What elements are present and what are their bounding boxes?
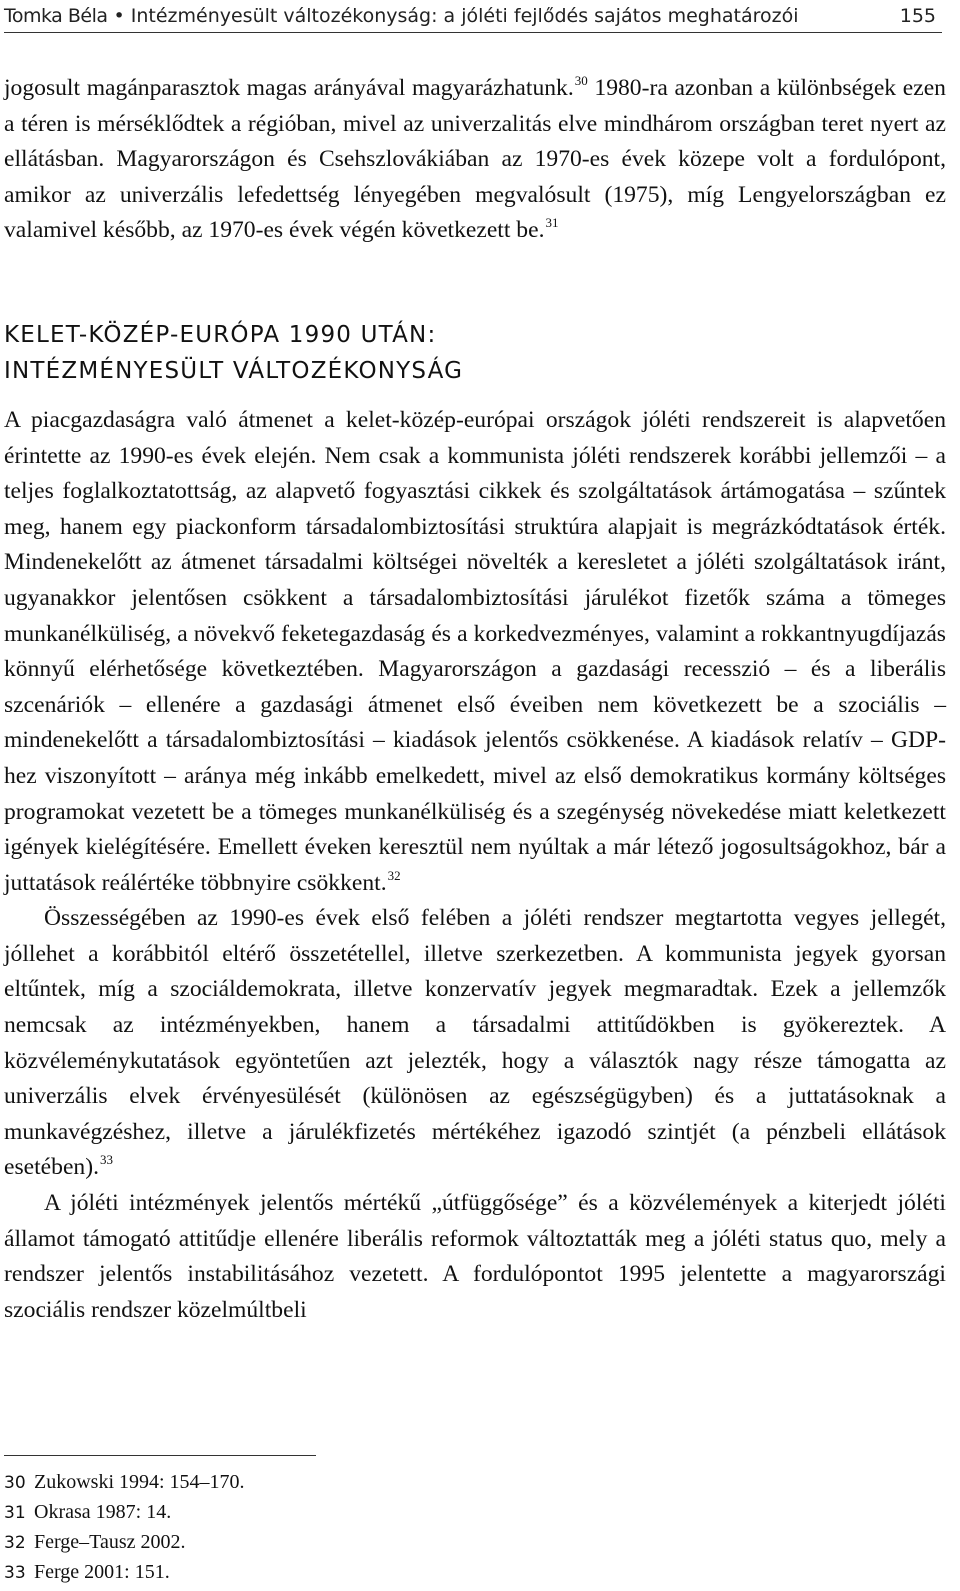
paragraph-3-text: Összességében az 1990-es évek első felében a jóléti rendszer megtartotta vegyes jellegét, jóllehet a korábbitól eltérő összetétellel, illetve szerkezetben. A kommunista jegyek gyorsan eltűntek, míg a szociáldemokrata, illetve konzervatív jegyek megmaradtak. Ezek a jellemzők nemcsak az intézményekben, hanem a társadalmi attitűdökben is gyökereztek. A közvéleménykutatások egyöntetűen azt jelezték, hogy a választók nagy része támogatta az univerzális elvek érvényesülését (különösen az egészségügyben) és a juttatásoknak a munkavégzéshez, illetve a járulékfizetés mértékéhez igazodó szintjét (a pénzbeli ellátások esetében).: [4, 905, 946, 1181]
footnote-ref-33[interactable]: 33: [99, 1152, 113, 1168]
paragraph-2: [4, 403, 946, 901]
footnotes: [4, 1455, 524, 1588]
paragraph-1-text-b: 1980-ra azonban a különbségek ezen a téren is mérséklődtek a régióban, mivel az univerzalitás elve mindhárom országban teret nyert az ellátásban. Magyarországon és Csehszlovákiában az 1970-es évek közepe volt a fordulópont, amikor az univerzális lefedettség lényegében megvalósult (1975), míg Lengyelországban ez valamivel később, az 1970-es évek végén következett be.: [4, 75, 946, 244]
footnote-text: Ferge–Tausz 2002.: [34, 1531, 186, 1553]
page-number: 155: [899, 5, 936, 27]
section-heading-line-2: INTÉZMÉNYESÜLT VÁLTOZÉKONYSÁG: [4, 357, 464, 384]
footnote-number: 33: [4, 1563, 26, 1583]
footnote-ref-31[interactable]: 31: [545, 215, 559, 231]
footnote-31: [4, 1498, 524, 1528]
paragraph-3: [4, 901, 946, 1186]
header-title: Intézményesült változékonyság: a jóléti fejlődés sajátos meghatározói: [130, 5, 799, 27]
running-header: [4, 2, 942, 33]
footnote-divider: [4, 1455, 316, 1456]
paragraph-4: [4, 1186, 946, 1328]
main-text: [4, 71, 946, 1328]
footnote-32: [4, 1528, 524, 1558]
section-heading: [4, 317, 946, 389]
footnote-number: 31: [4, 1503, 26, 1523]
paragraph-4-text: A jóléti intézmények jelentős mértékű „útfüggősége” és a közvélemények a kiterjedt jóléti államot támogató attitűdje ellenére liberális reformok változtatták meg a jóléti status quo, mely a rendszer jelentős instabilitásához vezetett. A fordulópontot 1995 jelentette a magyarországi szociális rendszer közelmúltbeli: [4, 1190, 946, 1323]
paragraph-1: [4, 71, 946, 249]
header-bullet: •: [113, 5, 125, 27]
footnote-text: Zukowski 1994: 154–170.: [34, 1471, 245, 1493]
section-heading-line-1: KELET-KÖZÉP-EURÓPA 1990 UTÁN:: [4, 321, 437, 348]
paragraph-2-text: A piacgazdaságra való átmenet a kelet-közép-európai országok jóléti rendszereit is alapvetően érintette az 1990-es évek elején. Nem csak a kommunista jóléti rendszerek korábbi jellemzői – a teljes foglalkoztatottság, az alapvető fogyasztási cikkek és szolgáltatások ártámogatása – szűntek meg, hanem egy piackonform társadalombiztosítási struktúra alapjait is megrázkódtatások érték. Mindenekelőtt az átmenet társadalmi költségei növelték a keresletet a jóléti szolgáltatások iránt, ugyanakkor jelentősen csökkent a társadalombiztosítási járulékot fizetők száma a tömeges munkanélküliség, a növekvő feketegazdaság és a korkedvezményes, valamint a rokkantnyugdíjazás könnyű elérhetősége következtében. Magyarországon a gazdasági recesszió – és a liberális szcenáriók – ellenére a gazdasági átmenet első éveiben nem következett be a szociális – mindenekelőtt a társadalombiztosítási – kiadások jelentős csökkenése. A kiadások relatív – GDP-hez viszonyított – aránya még inkább emelkedett, mivel az első demokratikus kormány költséges programokat vezetett be a tömeges munkanélküliség és a szegénység növekedése miatt keletkezett igények kielégítésére. Emellett éveken keresztül nem nyúltak a már létező jogosultságokhoz, bár a juttatások reálértéke többnyire csökkent.: [4, 406, 946, 896]
footnote-ref-32[interactable]: 32: [387, 867, 401, 883]
footnote-number: 30: [4, 1473, 26, 1493]
footnote-number: 32: [4, 1533, 26, 1553]
header-author: Tomka Béla: [4, 5, 108, 27]
footnote-33: [4, 1558, 524, 1588]
paragraph-1-text-a: jogosult magánparasztok magas arányával magyarázhatunk.: [4, 75, 574, 101]
footnote-30: [4, 1468, 524, 1498]
footnote-ref-30[interactable]: 30: [574, 73, 588, 88]
footnote-text: Okrasa 1987: 14.: [34, 1501, 172, 1523]
footnote-text: Ferge 2001: 151.: [34, 1561, 170, 1583]
